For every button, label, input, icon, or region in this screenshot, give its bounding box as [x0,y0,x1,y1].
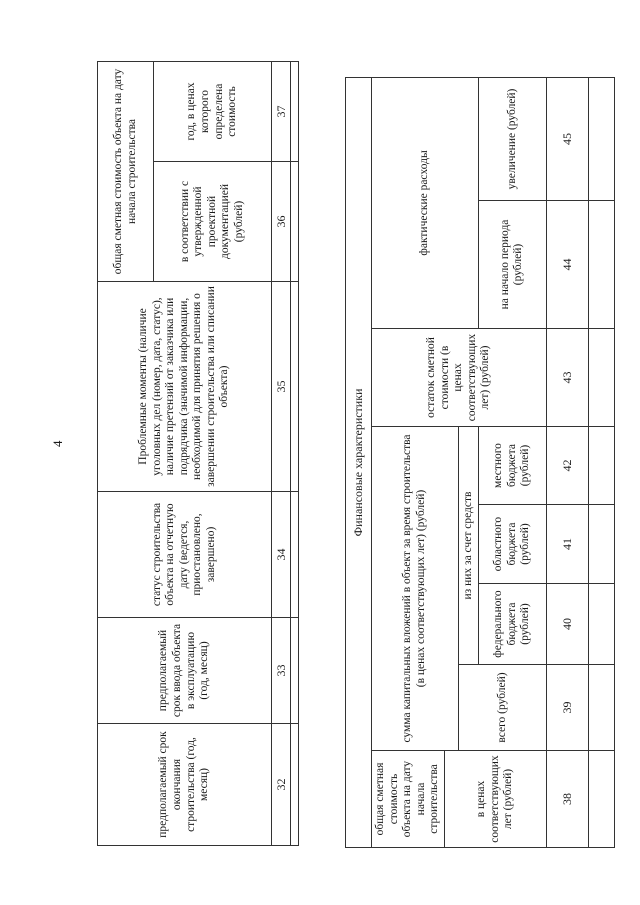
empty-cell [291,162,299,282]
table-continuation [97,62,297,846]
empty-cell [588,505,614,584]
empty-cell [588,329,614,427]
empty-cell [588,77,614,200]
empty-cell [588,584,614,665]
header-problems: Проблемные моменты (наличие уголовных дел (номер, дата, статус), наличие претензий от заказчика или подрядчика (значимой информации, необходимой для принятия решения о завершении строительства или списании объекта) [98,282,272,492]
header-commissioning-date: предполагаемый срок ввода объекта в эксплуатацию (год, месяц) [98,618,272,724]
header-completion-date: предполагаемый срок окончания строительства (год, месяц) [98,724,272,846]
column-number: 35 [272,282,291,492]
header-per-design: в соответствии с утвержденной проектной документацией (рублей) [154,162,272,282]
header-total-estimated-cost: общая сметная стоимость объекта на дату начала строительства [372,751,445,848]
column-number: 34 [272,492,291,618]
header-increase: увеличение (рублей) [478,77,546,200]
header-federal: федерального бюджета (рублей) [478,584,546,665]
empty-cell [588,427,614,505]
empty-cell [291,492,299,618]
header-of-which: из них за счет средств [458,427,478,665]
column-number: 37 [272,62,291,162]
header-in-prices: в ценах соответствующих лет (рублей) [444,751,546,848]
column-number: 39 [546,665,588,751]
column-number: 33 [272,618,291,724]
column-number: 40 [546,584,588,665]
empty-cell [588,665,614,751]
header-year-prices: год, в ценах которого определена стоимость [154,62,272,162]
column-number: 42 [546,427,588,505]
header-status: статус строительства объекта на отчетную дату (ведется, приостановлено, завершено) [98,492,272,618]
column-number: 32 [272,724,291,846]
header-local: местного бюджета (рублей) [478,427,546,505]
header-actual-expenses: фактические расходы [372,77,479,328]
header-total: всего (рублей) [458,665,546,751]
column-number: 44 [546,201,588,329]
header-regional: областного бюджета (рублей) [478,505,546,584]
page-number: 4 [50,440,65,447]
header-capital-investments: сумма капитальных вложений в объект за время строительства (в ценах соответствующих лет) (рублей) [372,427,459,751]
header-remaining: остаток сметной стоимости (в ценах соответствующих лет) (рублей) [372,329,547,427]
header-at-period-start: на начало периода (рублей) [478,201,546,329]
empty-cell [291,282,299,492]
empty-cell [291,62,299,162]
column-number: 41 [546,505,588,584]
empty-cell [291,724,299,846]
column-number: 38 [546,751,588,848]
empty-cell [588,201,614,329]
empty-cell [588,751,614,848]
column-number: 36 [272,162,291,282]
column-number: 45 [546,77,588,200]
header-total-cost-group: общая сметная стоимость объекта на дату начала строительства [98,62,154,282]
empty-cell [291,618,299,724]
financial-table [345,78,595,848]
table-title: Финансовые характеристики [346,77,372,847]
column-number: 43 [546,329,588,427]
